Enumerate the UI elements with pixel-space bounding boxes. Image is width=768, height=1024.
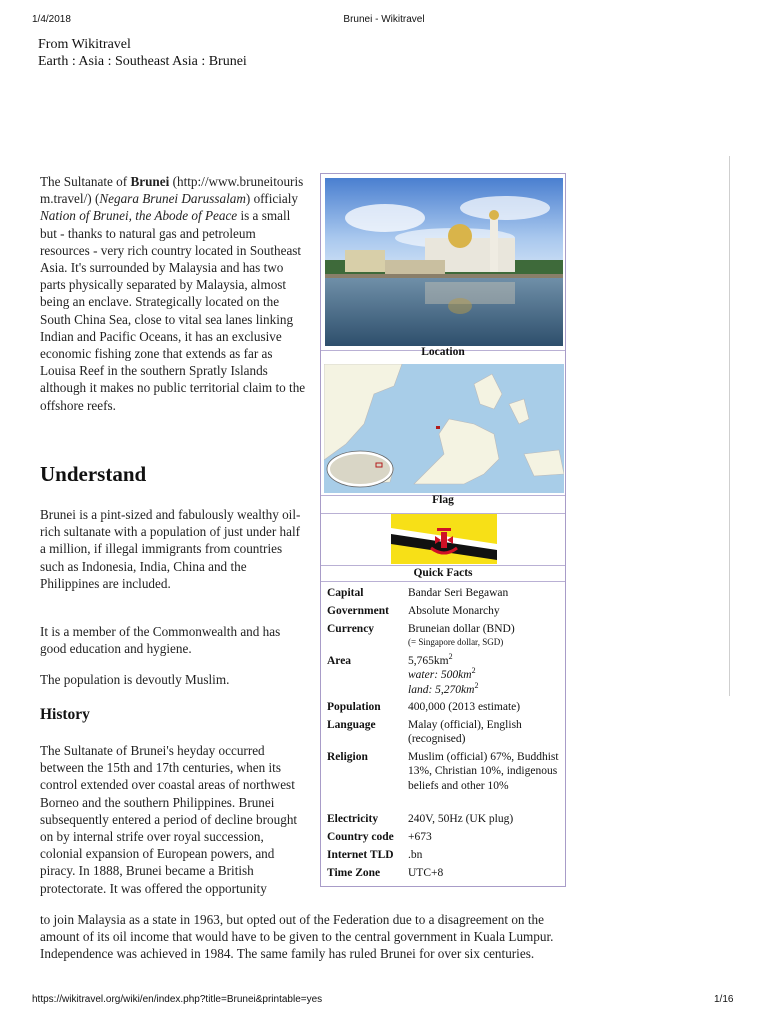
fact-key: Capital xyxy=(327,587,364,599)
flag-label: Flag xyxy=(432,494,454,506)
fact-value: Malay (official), English (recognised) xyxy=(408,719,522,746)
divider xyxy=(321,581,565,582)
fact-key: Religion xyxy=(327,751,368,763)
fact-value: .bn xyxy=(408,849,423,861)
infobox xyxy=(320,173,566,887)
understand-paragraph-2: It is a member of the Commonwealth and has good education and hygiene. xyxy=(40,624,281,657)
fact-key: Electricity xyxy=(327,813,379,825)
quick-facts-label: Quick Facts xyxy=(413,567,473,579)
fact-value[interactable]: 240V, 50Hz (UK plug) xyxy=(408,813,514,825)
print-title: Brunei - Wikitravel xyxy=(343,14,425,25)
fact-key: Government xyxy=(327,605,389,617)
area-land: land: $5,270km^2$ xyxy=(408,680,479,696)
currency-value: Bruneian dollar (BND) xyxy=(408,623,515,635)
mosque-photo[interactable] xyxy=(325,178,563,346)
source-line: From Wikitravel xyxy=(38,37,131,52)
area-water: water: $500km^2$ xyxy=(408,666,476,682)
local-name: Negara Brunei Darussalam xyxy=(99,191,246,207)
understand-paragraph-3: The population is devoutly Muslim. xyxy=(40,672,230,687)
understand-paragraph-1: Brunei is a pint-sized and fabulously wealthy oil-rich sultanate with a population of just under half a million, if illegal immigrants from countries such as Indonesia, India, China and the Philippines are included. xyxy=(40,507,301,591)
history-paragraph: The Sultanate of Brunei's heyday occurred between the 15th and 17th centuries, when its control extended over coastal areas of northwest Borneo and the southern Philippines. Brunei subsequently entered a period of decline brought on by internal strife over royal succession, colonial expansion of European powers, and piracy. In 1888, Brunei became a British protectorate. It was offered the opportunity xyxy=(40,743,298,896)
history-heading: History xyxy=(40,706,90,723)
print-page-number: 1/16 xyxy=(714,994,734,1005)
print-url: https://wikitravel.org/wiki/en/index.php?title=Brunei&printable=yes xyxy=(32,994,323,1005)
country-name: Brunei xyxy=(130,174,170,189)
location-map[interactable] xyxy=(324,364,564,493)
fact-value: Muslim (official) 67%, Buddhist 13%, Christian 10%, indigenous beliefs and other 10% xyxy=(408,751,559,792)
brunei-flag[interactable] xyxy=(391,514,497,564)
fact-key: Time Zone xyxy=(327,867,381,879)
history-paragraph-continued: to join Malaysia as a state in 1963, but opted out of the Federation due to a disagreement on the amount of its oil income that would have to be given to the central government in Kuala Lumpur. Independence was achieved in 1984. The same family has ruled Brunei for over six centuries. xyxy=(40,912,554,962)
page-meta xyxy=(38,36,247,70)
intro-paragraph: The Sultanate of Brunei (http://www.bruneitourism.travel/) (Negara Brunei Darussalam) officialy Nation of Brunei, the Abode of Peace is a small but - thanks to natural gas and petroleum resources - very rich country located in Southeast Asia. It's surrounded by Malaysia and has two parts physically separated by Malaysia, almost being an enclave. Strategically located on the South China Sea, close to vital sea lanes linking Indian and Pacific Oceans, it has an exclusive economic fishing zone that extends as far as Louisa Reef in the southern Spratly Islands although it makes no public territorial claim to the offshore reefs. xyxy=(40,174,306,413)
fact-value: +673 xyxy=(408,831,432,843)
official-name: Nation of Brunei, the Abode of Peace xyxy=(40,208,238,224)
breadcrumb[interactable]: Earth : Asia : Southeast Asia : Brunei xyxy=(38,54,247,69)
fact-value: UTC+8 xyxy=(408,867,444,879)
page-divider xyxy=(729,156,730,696)
fact-key: Area xyxy=(327,655,352,667)
print-date: 1/4/2018 xyxy=(32,14,71,25)
understand-heading: Understand xyxy=(40,462,147,486)
fact-key: Currency xyxy=(327,623,375,635)
fact-key: Internet TLD xyxy=(327,849,394,861)
area-total: $5,765km^2$ xyxy=(408,652,453,667)
tourism-link[interactable]: http://www.bruneitourism.travel/ xyxy=(40,174,304,207)
fact-key: Population xyxy=(327,701,381,713)
fact-key: Language xyxy=(327,719,376,731)
divider xyxy=(321,565,565,566)
location-label: Location xyxy=(421,346,465,358)
fact-value: 400,000 (2013 estimate) xyxy=(408,701,521,713)
fact-value: Absolute Monarchy xyxy=(408,605,500,617)
fact-key: Country code xyxy=(327,831,394,843)
fact-value xyxy=(408,654,564,697)
currency-note: (= Singapore dollar, SGD) xyxy=(408,637,504,648)
fact-value[interactable]: Bandar Seri Begawan xyxy=(408,587,509,599)
fact-value xyxy=(408,622,564,648)
